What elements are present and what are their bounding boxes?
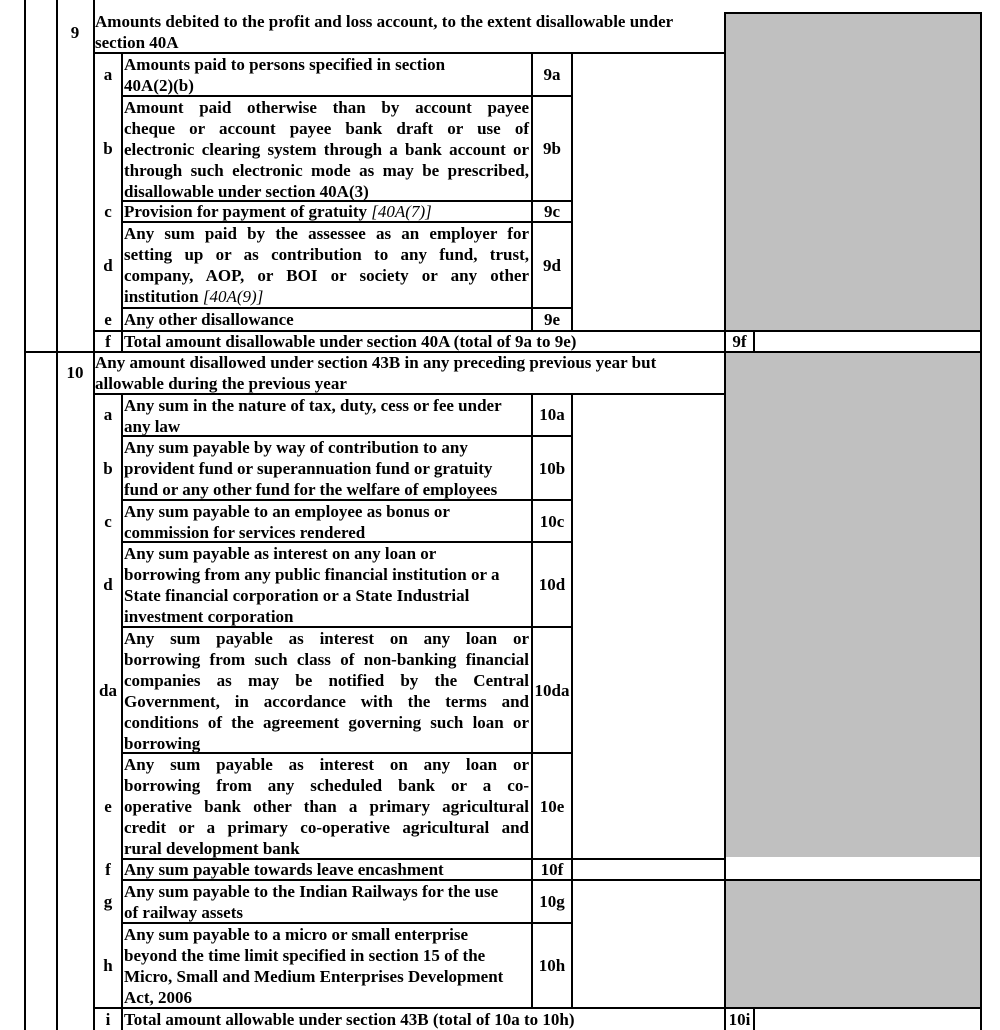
- amount-field-10e[interactable]: [573, 754, 724, 858]
- code-10a: 10a: [539, 405, 565, 424]
- code-10h: 10h: [538, 956, 566, 975]
- sub-label-9d: d: [103, 256, 113, 275]
- sub-label-10g: g: [103, 892, 113, 911]
- amount-field-10c[interactable]: [573, 501, 724, 541]
- code-10e: 10e: [539, 797, 565, 816]
- shaded-area-10g-h: [725, 879, 981, 1007]
- sub-label-9a: a: [103, 65, 113, 84]
- item-text-10h: Any sum payable to a micro or small enterprise beyond the time limit specified in section 15 of the Micro, Small and Medium Enterprises Development Act, 2006: [124, 925, 504, 1007]
- section-heading-9: Amounts debited to the profit and loss account, to the extent disallowable under section 40A: [95, 12, 674, 52]
- item-text-9e: Any other disallowance: [124, 310, 294, 329]
- section-heading-10: Any amount disallowed under section 43B in any preceding previous year but allowable during the previous year: [95, 353, 657, 393]
- section-number-9: 9: [70, 23, 80, 42]
- amount-field-9a[interactable]: [573, 54, 724, 95]
- border-right: [980, 12, 982, 1030]
- code-10g: 10g: [539, 892, 565, 911]
- sub-label-10c: c: [104, 512, 112, 531]
- amount-field-9b[interactable]: [573, 97, 724, 200]
- code-10d: 10d: [538, 575, 566, 594]
- code-10da: 10da: [534, 681, 570, 700]
- code-9b: 9b: [543, 139, 561, 158]
- sub-label-10h: h: [103, 956, 113, 975]
- sub-label-9f: f: [105, 332, 111, 351]
- item-text-10c: Any sum payable to an employee as bonus or commission for services rendered: [124, 502, 450, 542]
- item-text-10f: Any sum payable towards leave encashment: [124, 860, 444, 879]
- sub-label-9e: e: [104, 310, 112, 329]
- col-desc-divider-10: [531, 393, 533, 1009]
- code-10i: 10i: [728, 1010, 751, 1029]
- amount-field-10i[interactable]: [755, 1009, 980, 1030]
- sub-label-9b: b: [103, 139, 113, 158]
- border-left: [24, 0, 26, 1030]
- col-number-divider: [56, 0, 58, 1030]
- total-text-9f: Total amount disallowable under section 40A (total of 9a to 9e): [124, 332, 577, 351]
- sub-label-10da: da: [99, 681, 117, 700]
- item-text-9c: Provision for payment of gratuity [40A(7)]: [124, 202, 432, 221]
- item-text-10a: Any sum in the nature of tax, duty, cess or fee under any law: [124, 396, 502, 436]
- amount-field-10d[interactable]: [573, 543, 724, 626]
- amount-field-10a[interactable]: [573, 395, 724, 435]
- col-amount-divider: [724, 12, 726, 1030]
- sub-label-9c: c: [104, 202, 112, 221]
- item-text-10b: Any sum payable by way of contribution to any provident fund or superannuation fund or gratuity fund or any other fund for the welfare of employees: [124, 438, 498, 499]
- shaded-area-9: [725, 12, 981, 332]
- amount-field-10b[interactable]: [573, 437, 724, 499]
- item-text-10da: Any sum payable as interest on any loan or borrowing from such class of non-banking financial companies as may be notified by the Central Government, in accordance with the terms and conditions of the agreement governing such loan or borrowing: [124, 629, 529, 753]
- amount-field-10da[interactable]: [573, 628, 724, 752]
- sub-label-10b: b: [103, 459, 113, 478]
- sub-label-10d: d: [103, 575, 113, 594]
- item-text-9a: Amounts paid to persons specified in section 40A(2)(b): [124, 55, 446, 95]
- col-desc-divider-9: [531, 52, 533, 332]
- item-text-10g: Any sum payable to the Indian Railways for the use of railway assets: [124, 882, 499, 922]
- code-9a: 9a: [543, 65, 561, 84]
- sub-label-10i: i: [105, 1010, 111, 1029]
- item-text-10d: Any sum payable as interest on any loan or borrowing from any public financial institution or a State financial corporation or a State Industrial investment corporation: [124, 544, 500, 626]
- code-10f: 10f: [540, 860, 564, 879]
- amount-field-9d[interactable]: [573, 223, 724, 307]
- sub-label-10f: f: [105, 860, 111, 879]
- item-text-9d: Any sum paid by the assessee as an employer for setting up or as contribution to any fund, trust, company, AOP, or BOI or society or any other institution [40A(9)]: [124, 224, 529, 306]
- col-sub-divider-10: [121, 393, 123, 1030]
- section-number-10: 10: [66, 363, 84, 382]
- code-9e: 9e: [543, 310, 561, 329]
- shaded-area-10: [725, 352, 981, 857]
- code-9f: 9f: [732, 332, 747, 351]
- amount-field-10h[interactable]: [573, 924, 724, 1007]
- total-text-10i: Total amount allowable under section 43B (total of 10a to 10h): [124, 1010, 575, 1029]
- amount-field-9f[interactable]: [755, 332, 980, 351]
- rule-top-shade: [724, 12, 982, 14]
- item-text-10e: Any sum payable as interest on any loan or borrowing from any scheduled bank or a co- operative bank other than a primary agricultural credit or a primary co-operative agricultural and rural development bank: [124, 755, 529, 858]
- amount-field-9e[interactable]: [573, 309, 724, 330]
- code-10c: 10c: [539, 512, 565, 531]
- code-9c: 9c: [543, 202, 561, 221]
- code-10b: 10b: [538, 459, 566, 478]
- amount-field-9c[interactable]: [573, 202, 724, 221]
- code-9d: 9d: [543, 256, 561, 275]
- item-text-9b: Amount paid otherwise than by account payee cheque or account payee bank draft or use of electronic clearing system through a bank account or through such electronic mode as may be prescribed, disallowable under section 40A(3): [124, 98, 529, 201]
- sub-label-10e: e: [104, 797, 112, 816]
- amount-field-10f[interactable]: [573, 860, 724, 879]
- amount-field-10g[interactable]: [573, 881, 724, 922]
- sub-label-10a: a: [103, 405, 113, 424]
